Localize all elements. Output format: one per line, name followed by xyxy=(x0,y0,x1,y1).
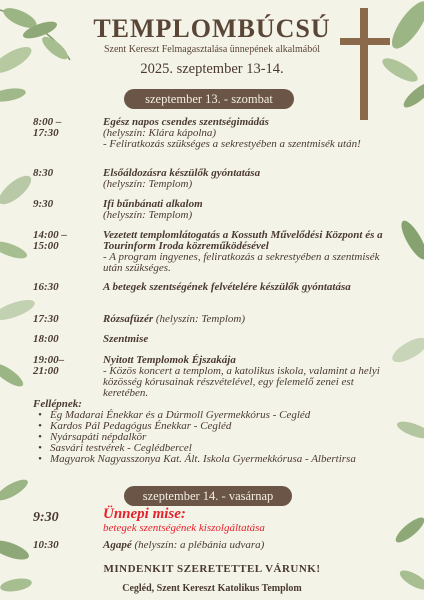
event-location: (helyszín: Templom) xyxy=(155,313,245,325)
page-subtitle: Szent Kereszt Felmagasztalása ünnepének alkalmából xyxy=(103,44,321,55)
event-title: A betegek szentségének felvételére készülők gyóntatása xyxy=(103,281,351,293)
event-time: 10:30 xyxy=(33,539,59,551)
welcome-message: MINDENKIT SZERETETTEL VÁRUNK! xyxy=(103,563,321,575)
event-title: Nyitott Templomok Éjszakája xyxy=(103,354,236,366)
event-time: 18:00 xyxy=(33,333,59,345)
day2-label: szeptember 14. - vasárnap xyxy=(124,486,292,506)
event-location: (helyszín: Klára kápolna) xyxy=(103,127,217,139)
event-date: 2025. szeptember 13-14. xyxy=(140,61,284,77)
event-title: Elsőáldozásra készülők gyóntatása xyxy=(103,167,261,179)
leaf-decoration-bottom-left xyxy=(0,470,40,600)
event-title: Szentmise xyxy=(103,333,149,345)
list-item: • Sasvári testvérek - Ceglédbercel xyxy=(38,443,378,454)
event-time: 8:00 – 17:30 xyxy=(33,116,62,139)
event-time: 9:30 xyxy=(33,510,59,525)
event-title: Egész napos csendes szentségimádás xyxy=(103,116,269,128)
day1-label: szeptember 13. - szombat xyxy=(124,89,294,109)
list-item: • Magyarok Nagyasszonya Kat. Ált. Iskola Gyermekkórusa - Albertirsa xyxy=(38,454,378,465)
event-location: (helyszín: Templom) xyxy=(103,209,193,221)
event-time: 9:30 xyxy=(33,198,54,210)
event-time: 17:30 xyxy=(33,313,59,325)
event-location: (helyszín: Templom) xyxy=(103,178,193,190)
list-item: • Kardos Pál Pedagógus Énekkar - Cegléd xyxy=(38,421,378,432)
event-note: - Feliratkozás szükséges a sekrestyében a szentmisék után! xyxy=(103,138,361,150)
event-title: Ifi bűnbánati alkalom xyxy=(103,198,203,210)
page-title: TEMPLOMBÚCSÚ xyxy=(93,14,331,43)
event-note: - Közös koncert a templom, a katolikus iskola, valamint a helyi közösség kórusainak részvételével, egy felemelő zenei est keretében. xyxy=(103,365,380,399)
event-title: Vezetett templomlátogatás a Kossuth Művelődési Központ és a Tourinform Iroda közreműködésével xyxy=(103,229,383,252)
event-location: (helyszín: a plébánia udvara) xyxy=(134,539,265,551)
event-note: betegek szentségének kiszolgáltatása xyxy=(103,522,265,534)
event-time: 19:00– 21:00 xyxy=(33,354,65,377)
performers-list xyxy=(38,410,378,465)
footer-signature: Cegléd, Szent Kereszt Katolikus Templom xyxy=(122,583,302,594)
performers-heading: Fellépnek: xyxy=(33,398,82,410)
event-time: 8:30 xyxy=(33,167,54,179)
event-title: Agapé xyxy=(103,539,132,551)
event-title: Ünnepi mise: xyxy=(103,506,186,522)
event-time: 14:00 – 15:00 xyxy=(33,229,67,252)
event-time: 16:30 xyxy=(33,281,59,293)
list-item: • Ég Madarai Énekkar és a Dúrmoll Gyermekkórus - Cegléd xyxy=(38,410,378,421)
list-item: • Nyársapáti népdalkör xyxy=(38,432,378,443)
event-note: - A program ingyenes, feliratkozás a sekrestyében a szentmisék után szükséges. xyxy=(103,251,380,274)
event-title: Rózsafüzér xyxy=(103,313,154,325)
